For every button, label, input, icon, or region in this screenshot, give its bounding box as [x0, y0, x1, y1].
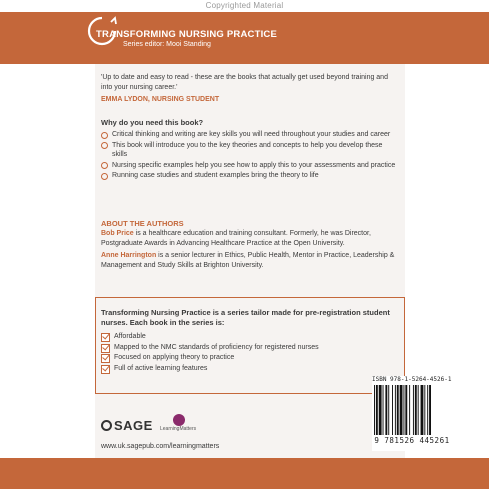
list-item: Full of active learning features: [101, 364, 319, 375]
series-info-box: [95, 297, 405, 394]
author-bio: Bob Price is a healthcare education and training consultant. Formerly, he was Director, Postgraduate Awards in Advancing Healthcare Practice at the Open University.: [101, 230, 371, 247]
list-item: Nursing specific examples help you see how to apply this to your assessments and practice: [101, 161, 399, 171]
sage-logo: SAGE: [101, 418, 153, 433]
series-intro: Transforming Nursing Practice is a series tailor made for pre-registration student nurses. Each book in the series is:: [101, 308, 390, 327]
learning-matters-mark-icon: [173, 414, 185, 426]
series-features-list: [101, 332, 319, 374]
review-quote: 'Up to date and easy to read - these are the books that actually get used beyond training and into your nursing career.': [101, 74, 388, 91]
isbn-barcode: [372, 376, 452, 451]
about-authors-heading: ABOUT THE AUTHORS: [101, 219, 184, 228]
list-item: Mapped to the NMC standards of proficiency for registered nurses: [101, 343, 319, 354]
circle-bullet-icon: [101, 142, 108, 149]
author-name: Bob Price: [101, 230, 134, 237]
list-item: This book will introduce you to the key theories and concepts to help you develop these skills: [101, 141, 399, 160]
checkbox-tick-icon: [101, 354, 110, 363]
author-bio: Anne Harrington is a senior lecturer in Ethics, Public Health, Mentor in Practice, Leadership & Management and Study Skills at Brighton University.: [101, 252, 395, 269]
barcode-icon: [374, 385, 450, 435]
learning-matters-logo: LearningMatters: [164, 414, 194, 432]
back-cover-content: [95, 64, 405, 458]
quote-attribution: EMMA LYDON, NURSING STUDENT: [101, 96, 220, 103]
circle-bullet-icon: [101, 132, 108, 139]
publisher-website: www.uk.sagepub.com/learningmatters: [101, 443, 220, 450]
series-title: TRANSFORMING NURSING PRACTICE: [96, 29, 278, 40]
bottom-band: [0, 458, 489, 489]
checkbox-tick-icon: [101, 333, 110, 342]
list-item: Critical thinking and writing are key skills you will need throughout your studies and career: [101, 130, 399, 140]
circle-bullet-icon: [101, 162, 108, 169]
list-item: Focused on applying theory to practice: [101, 353, 319, 364]
why-heading: Why do you need this book?: [101, 118, 204, 127]
isbn-text: ISBN 978-1-5264-4526-1: [372, 376, 452, 383]
sage-mark-icon: [101, 420, 112, 431]
checkbox-tick-icon: [101, 344, 110, 353]
checkbox-tick-icon: [101, 365, 110, 374]
copyright-watermark: Copyrighted Material: [205, 1, 284, 10]
circle-bullet-icon: [101, 173, 108, 180]
benefits-list: [101, 130, 399, 182]
barcode-digits: 9 781526 445261: [374, 436, 450, 445]
list-item: Running case studies and student examples bring the theory to life: [101, 171, 399, 181]
list-item: Affordable: [101, 332, 319, 343]
author-name: Anne Harrington: [101, 252, 157, 259]
series-editor: Series editor: Mooi Standing: [123, 41, 211, 48]
